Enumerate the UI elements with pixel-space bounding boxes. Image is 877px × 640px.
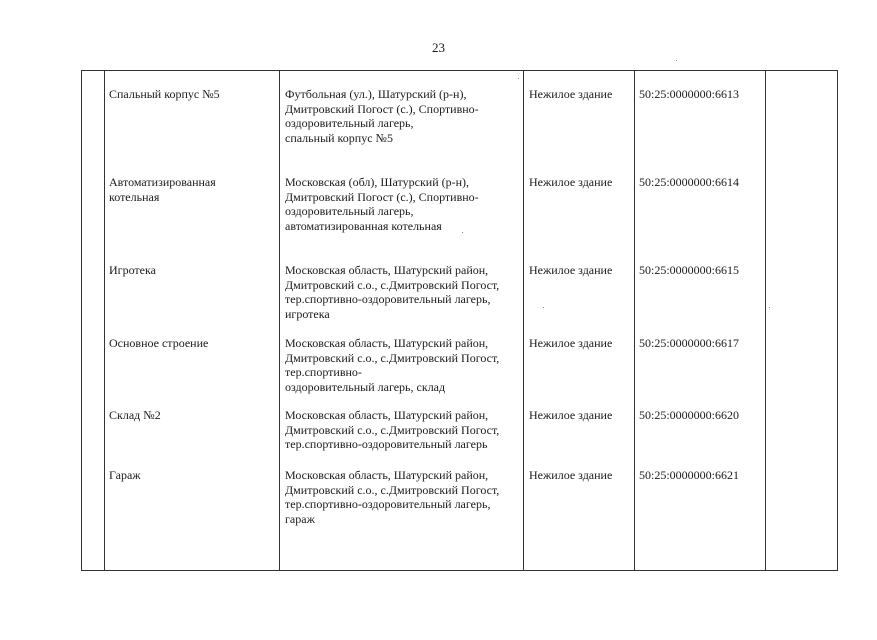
column-divider [634,71,635,570]
scan-speck [769,307,770,308]
cadastral-number: 50:25:0000000:6615 [639,263,740,277]
object-name: Гараж [109,468,141,482]
object-name: Основное строение [109,336,209,350]
cadastral-number: 50:25:0000000:6613 [639,87,740,101]
object-address: Московская область, Шатурский район, Дмитровский с.о., с.Дмитровский Погост, тер.спортивно-оздоровительный лагерь, гараж [285,468,500,526]
column-divider [104,71,105,570]
object-address: Футбольная (ул.), Шатурский (р-н), Дмитровский Погост (с.), Спортивно- оздоровительный лагерь, спальный корпус №5 [285,87,479,145]
object-type: Нежилое здание [529,87,613,101]
cadastral-number: 50:25:0000000:6620 [639,408,740,422]
cadastral-number: 50:25:0000000:6617 [639,336,740,350]
cadastral-number: 50:25:0000000:6621 [639,468,740,482]
object-type: Нежилое здание [529,408,613,422]
object-name: Автоматизированная котельная [109,175,216,204]
scan-speck [518,78,519,79]
property-table [81,70,838,571]
page-number: 23 [432,40,445,55]
column-divider [765,71,766,570]
cadastral-number: 50:25:0000000:6614 [639,175,740,189]
column-divider [523,71,524,570]
object-type: Нежилое здание [529,336,613,350]
scan-speck [543,307,544,308]
object-address: Московская (обл), Шатурский (р-н), Дмитровский Погост (с.), Спортивно- оздоровительный лагерь, автоматизированная котельная [285,175,479,233]
object-address: Московская область, Шатурский район, Дмитровский с.о., с.Дмитровский Погост, тер.спортивно- оздоровительный лагерь, склад [285,336,500,394]
object-address: Московская область, Шатурский район, Дмитровский с.о., с.Дмитровский Погост, тер.спортивно-оздоровительный лагерь, игротека [285,263,500,321]
object-type: Нежилое здание [529,175,613,189]
object-type: Нежилое здание [529,468,613,482]
scan-speck [676,60,677,61]
object-type: Нежилое здание [529,263,613,277]
scan-speck [462,232,463,233]
object-name: Спальный корпус №5 [109,87,220,101]
object-address: Московская область, Шатурский район, Дмитровский с.о., с.Дмитровский Погост, тер.спортивно-оздоровительный лагерь [285,408,500,452]
object-name: Склад №2 [109,408,161,422]
column-divider [279,71,280,570]
object-name: Игротека [109,263,156,277]
